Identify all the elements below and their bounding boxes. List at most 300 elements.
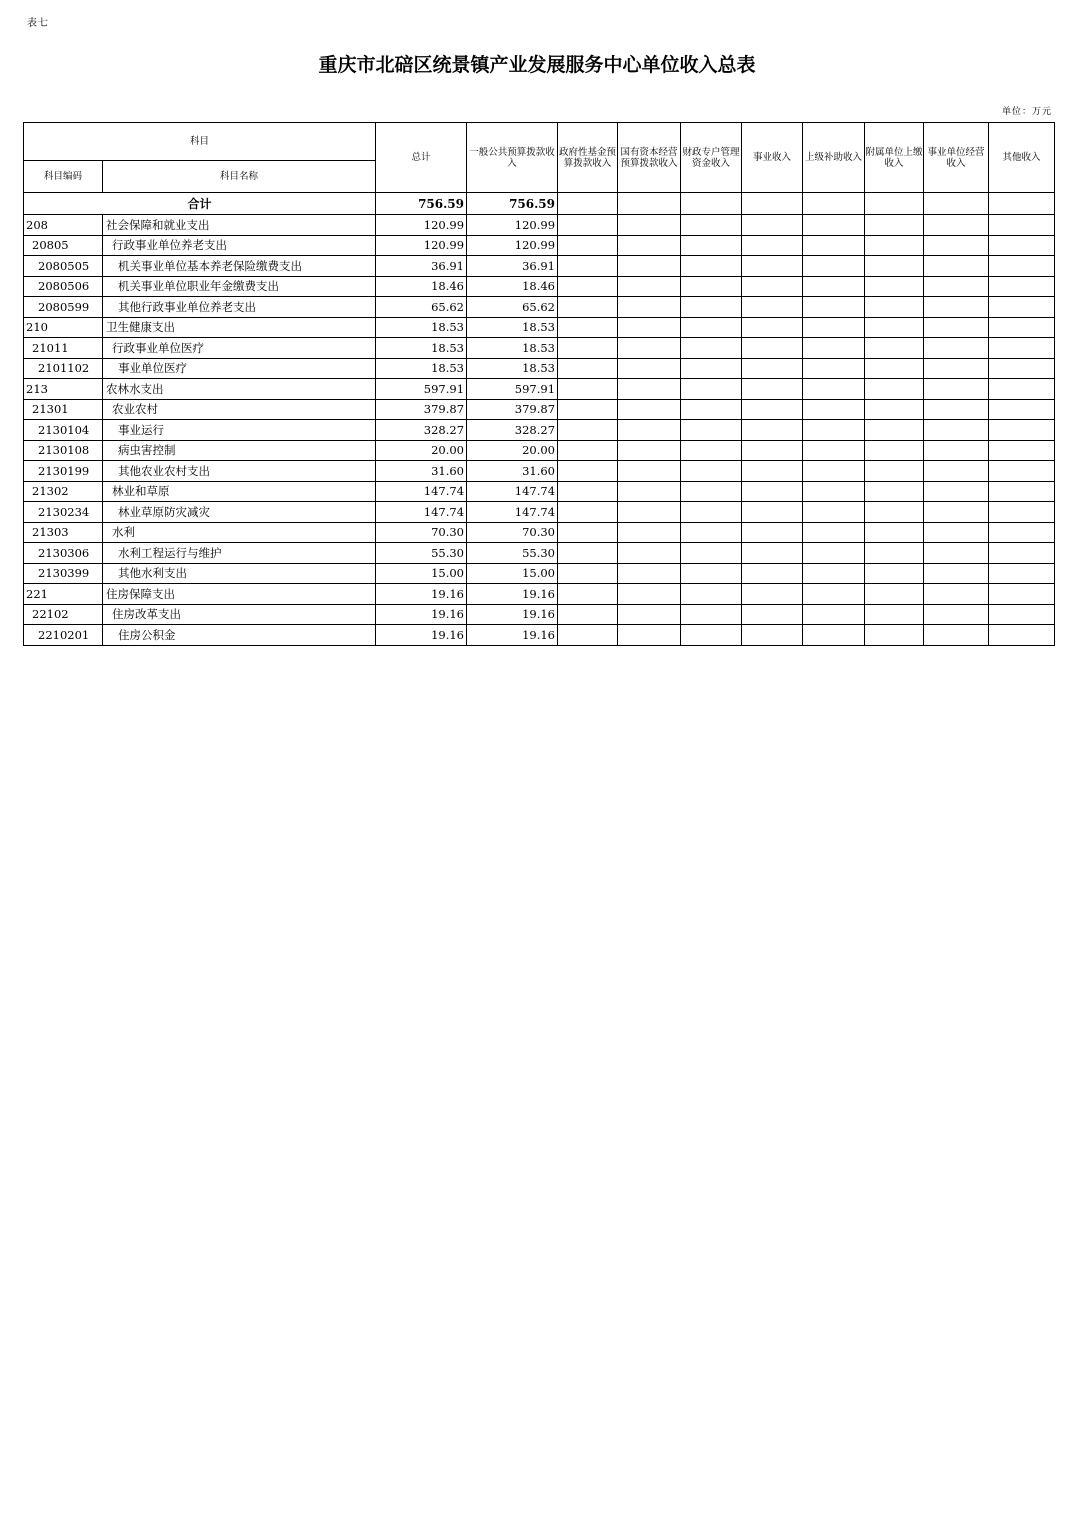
empty-cell: [924, 502, 989, 523]
empty-cell: [803, 543, 865, 564]
subject-code: 2080506: [24, 276, 103, 297]
empty-cell: [865, 440, 924, 461]
empty-cell: [742, 256, 803, 277]
empty-cell: [558, 215, 618, 236]
table-number: 表七: [27, 18, 49, 29]
empty-cell: [681, 584, 742, 605]
empty-cell: [924, 584, 989, 605]
subject-code: 2130199: [24, 461, 103, 482]
empty-cell: [681, 358, 742, 379]
col-header-special-account: 财政专户管理资金收入: [681, 123, 742, 193]
empty-cell: [989, 440, 1055, 461]
empty-cell: [681, 461, 742, 482]
empty-cell: [681, 256, 742, 277]
empty-cell: [558, 379, 618, 400]
row-general-budget: 65.62: [467, 297, 558, 318]
empty-cell: [803, 604, 865, 625]
table-row: [24, 502, 1055, 523]
empty-cell: [803, 502, 865, 523]
empty-cell: [681, 481, 742, 502]
empty-cell: [742, 235, 803, 256]
empty-cell: [989, 461, 1055, 482]
empty-cell: [558, 461, 618, 482]
row-total: 18.46: [376, 276, 467, 297]
empty-cell: [558, 317, 618, 338]
empty-cell: [803, 235, 865, 256]
row-total: 147.74: [376, 481, 467, 502]
empty-cell: [865, 338, 924, 359]
table-row: [24, 604, 1055, 625]
empty-cell: [924, 563, 989, 584]
empty-cell: [803, 584, 865, 605]
empty-cell: [803, 256, 865, 277]
col-header-business-income: 事业收入: [742, 123, 803, 193]
empty-cell: [742, 317, 803, 338]
row-general-budget: 18.53: [467, 358, 558, 379]
table-row: [24, 543, 1055, 564]
empty-cell: [989, 584, 1055, 605]
empty-cell: [558, 256, 618, 277]
row-total: 18.53: [376, 358, 467, 379]
empty-cell: [742, 625, 803, 646]
empty-cell: [618, 440, 681, 461]
subject-code: 2130399: [24, 563, 103, 584]
empty-cell: [681, 522, 742, 543]
empty-cell: [803, 317, 865, 338]
row-general-budget: 379.87: [467, 399, 558, 420]
row-general-budget: 120.99: [467, 215, 558, 236]
empty-cell: [558, 276, 618, 297]
empty-cell: [989, 215, 1055, 236]
empty-cell: [681, 563, 742, 584]
row-total: 120.99: [376, 235, 467, 256]
empty-cell: [558, 584, 618, 605]
col-header-superior-subsidy: 上级补助收入: [803, 123, 865, 193]
empty-cell: [681, 604, 742, 625]
empty-cell: [618, 338, 681, 359]
subject-name: 水利: [103, 522, 376, 543]
empty-cell: [989, 317, 1055, 338]
subject-code: 210: [24, 317, 103, 338]
empty-cell: [742, 358, 803, 379]
empty-cell: [924, 215, 989, 236]
empty-cell: [924, 193, 989, 215]
subject-name: 其他行政事业单位养老支出: [103, 297, 376, 318]
subject-name: 事业单位医疗: [103, 358, 376, 379]
empty-cell: [924, 256, 989, 277]
empty-cell: [742, 604, 803, 625]
row-general-budget: 19.16: [467, 584, 558, 605]
empty-cell: [558, 625, 618, 646]
subject-name: 林业和草原: [103, 481, 376, 502]
empty-cell: [618, 584, 681, 605]
empty-cell: [681, 399, 742, 420]
empty-cell: [803, 379, 865, 400]
subject-name: 水利工程运行与维护: [103, 543, 376, 564]
subject-code: 2130306: [24, 543, 103, 564]
row-total: 15.00: [376, 563, 467, 584]
page-title: 重庆市北碚区统景镇产业发展服务中心单位收入总表: [318, 54, 756, 76]
subject-code: 21011: [24, 338, 103, 359]
row-general-budget: 19.16: [467, 625, 558, 646]
empty-cell: [989, 276, 1055, 297]
col-header-state-capital: 国有资本经营预算拨款收入: [618, 123, 681, 193]
empty-cell: [924, 522, 989, 543]
empty-cell: [865, 256, 924, 277]
subject-code: 22102: [24, 604, 103, 625]
empty-cell: [865, 297, 924, 318]
empty-cell: [681, 543, 742, 564]
empty-cell: [618, 193, 681, 215]
empty-cell: [924, 481, 989, 502]
empty-cell: [924, 235, 989, 256]
empty-cell: [558, 338, 618, 359]
empty-cell: [558, 399, 618, 420]
row-general-budget: 70.30: [467, 522, 558, 543]
empty-cell: [865, 379, 924, 400]
row-general-budget: 147.74: [467, 481, 558, 502]
empty-cell: [618, 604, 681, 625]
empty-cell: [742, 543, 803, 564]
row-general-budget: 20.00: [467, 440, 558, 461]
empty-cell: [989, 420, 1055, 441]
empty-cell: [558, 522, 618, 543]
row-total: 120.99: [376, 215, 467, 236]
empty-cell: [989, 543, 1055, 564]
empty-cell: [924, 461, 989, 482]
row-general-budget: 147.74: [467, 502, 558, 523]
empty-cell: [558, 420, 618, 441]
empty-cell: [618, 543, 681, 564]
empty-cell: [865, 563, 924, 584]
table-row: [24, 440, 1055, 461]
empty-cell: [618, 235, 681, 256]
empty-cell: [865, 420, 924, 441]
empty-cell: [924, 399, 989, 420]
empty-cell: [681, 440, 742, 461]
empty-cell: [681, 193, 742, 215]
table-row: [24, 215, 1055, 236]
empty-cell: [803, 440, 865, 461]
row-general-budget: 19.16: [467, 604, 558, 625]
table-row: [24, 256, 1055, 277]
table-row: [24, 399, 1055, 420]
empty-cell: [618, 276, 681, 297]
empty-cell: [865, 604, 924, 625]
subject-name: 住房改革支出: [103, 604, 376, 625]
code-header: 科目编码: [24, 161, 103, 193]
total-general-amount: 756.59: [467, 193, 558, 215]
empty-cell: [865, 461, 924, 482]
subject-code: 2130234: [24, 502, 103, 523]
row-general-budget: 55.30: [467, 543, 558, 564]
empty-cell: [681, 420, 742, 441]
empty-cell: [742, 584, 803, 605]
empty-cell: [924, 338, 989, 359]
row-total: 597.91: [376, 379, 467, 400]
row-general-budget: 328.27: [467, 420, 558, 441]
empty-cell: [803, 193, 865, 215]
empty-cell: [803, 338, 865, 359]
empty-cell: [742, 420, 803, 441]
empty-cell: [558, 193, 618, 215]
empty-cell: [924, 604, 989, 625]
row-total: 18.53: [376, 338, 467, 359]
empty-cell: [558, 358, 618, 379]
subject-code: 213: [24, 379, 103, 400]
empty-cell: [558, 563, 618, 584]
empty-cell: [989, 481, 1055, 502]
empty-cell: [803, 625, 865, 646]
row-general-budget: 18.53: [467, 338, 558, 359]
empty-cell: [618, 522, 681, 543]
subject-name: 卫生健康支出: [103, 317, 376, 338]
subject-name: 机关事业单位职业年金缴费支出: [103, 276, 376, 297]
empty-cell: [803, 481, 865, 502]
empty-cell: [803, 276, 865, 297]
empty-cell: [681, 235, 742, 256]
row-general-budget: 36.91: [467, 256, 558, 277]
subject-code: 221: [24, 584, 103, 605]
subject-code: 21301: [24, 399, 103, 420]
subject-code: 2130108: [24, 440, 103, 461]
subject-code: 2080505: [24, 256, 103, 277]
table-row: [24, 563, 1055, 584]
empty-cell: [865, 502, 924, 523]
col-header-operating-income: 事业单位经营收入: [924, 123, 989, 193]
subject-name: 行政事业单位养老支出: [103, 235, 376, 256]
empty-cell: [865, 584, 924, 605]
empty-cell: [803, 358, 865, 379]
empty-cell: [865, 235, 924, 256]
row-total: 328.27: [376, 420, 467, 441]
row-general-budget: 120.99: [467, 235, 558, 256]
empty-cell: [989, 502, 1055, 523]
total-amount: 756.59: [376, 193, 467, 215]
subject-name: 其他农业农村支出: [103, 461, 376, 482]
table-row: [24, 461, 1055, 482]
empty-cell: [803, 399, 865, 420]
empty-cell: [742, 193, 803, 215]
subject-code: 21303: [24, 522, 103, 543]
empty-cell: [742, 297, 803, 318]
empty-cell: [924, 440, 989, 461]
subject-name: 其他水利支出: [103, 563, 376, 584]
subject-name: 病虫害控制: [103, 440, 376, 461]
empty-cell: [803, 215, 865, 236]
empty-cell: [924, 317, 989, 338]
empty-cell: [865, 522, 924, 543]
table-row: [24, 522, 1055, 543]
subject-code: 20805: [24, 235, 103, 256]
row-total: 19.16: [376, 625, 467, 646]
subject-code: 2080599: [24, 297, 103, 318]
row-total: 19.16: [376, 584, 467, 605]
empty-cell: [924, 379, 989, 400]
row-total: 65.62: [376, 297, 467, 318]
col-header-affiliated-unit: 附属单位上缴收入: [865, 123, 924, 193]
empty-cell: [989, 399, 1055, 420]
empty-cell: [989, 522, 1055, 543]
empty-cell: [742, 481, 803, 502]
empty-cell: [865, 399, 924, 420]
empty-cell: [924, 543, 989, 564]
empty-cell: [989, 604, 1055, 625]
empty-cell: [989, 358, 1055, 379]
empty-cell: [742, 399, 803, 420]
empty-cell: [742, 522, 803, 543]
empty-cell: [681, 215, 742, 236]
empty-cell: [618, 215, 681, 236]
empty-cell: [558, 604, 618, 625]
empty-cell: [618, 297, 681, 318]
empty-cell: [558, 543, 618, 564]
subject-name: 农林水支出: [103, 379, 376, 400]
row-total: 55.30: [376, 543, 467, 564]
empty-cell: [618, 502, 681, 523]
row-total: 20.00: [376, 440, 467, 461]
empty-cell: [803, 522, 865, 543]
row-general-budget: 597.91: [467, 379, 558, 400]
empty-cell: [681, 625, 742, 646]
col-header-gov-fund: 政府性基金预算拨款收入: [558, 123, 618, 193]
empty-cell: [742, 502, 803, 523]
empty-cell: [924, 358, 989, 379]
empty-cell: [558, 481, 618, 502]
empty-cell: [742, 338, 803, 359]
subject-code: 2130104: [24, 420, 103, 441]
subject-name: 住房公积金: [103, 625, 376, 646]
empty-cell: [618, 399, 681, 420]
table-row: [24, 584, 1055, 605]
name-header: 科目名称: [103, 161, 376, 193]
subject-name: 事业运行: [103, 420, 376, 441]
table-row: [24, 297, 1055, 318]
total-row: [24, 193, 1055, 215]
income-summary-table: [23, 122, 1055, 646]
empty-cell: [618, 461, 681, 482]
empty-cell: [803, 563, 865, 584]
empty-cell: [803, 297, 865, 318]
col-header-general-budget: 一般公共预算拨款收入: [467, 123, 558, 193]
row-total: 31.60: [376, 461, 467, 482]
row-total: 379.87: [376, 399, 467, 420]
empty-cell: [865, 625, 924, 646]
row-total: 70.30: [376, 522, 467, 543]
empty-cell: [618, 625, 681, 646]
empty-cell: [865, 317, 924, 338]
empty-cell: [681, 379, 742, 400]
table-row: [24, 235, 1055, 256]
empty-cell: [924, 297, 989, 318]
subject-header: 科目: [24, 123, 376, 161]
empty-cell: [989, 235, 1055, 256]
empty-cell: [865, 276, 924, 297]
empty-cell: [989, 563, 1055, 584]
empty-cell: [865, 358, 924, 379]
empty-cell: [618, 358, 681, 379]
empty-cell: [618, 481, 681, 502]
total-label: 合计: [24, 193, 376, 215]
empty-cell: [681, 297, 742, 318]
empty-cell: [989, 338, 1055, 359]
table-row: [24, 276, 1055, 297]
row-total: 36.91: [376, 256, 467, 277]
table-row: [24, 420, 1055, 441]
subject-code: 2101102: [24, 358, 103, 379]
empty-cell: [681, 317, 742, 338]
empty-cell: [558, 235, 618, 256]
subject-name: 社会保障和就业支出: [103, 215, 376, 236]
empty-cell: [865, 193, 924, 215]
row-total: 147.74: [376, 502, 467, 523]
empty-cell: [558, 440, 618, 461]
unit-label: 单位：万元: [1001, 107, 1052, 117]
empty-cell: [742, 215, 803, 236]
empty-cell: [618, 420, 681, 441]
row-general-budget: 15.00: [467, 563, 558, 584]
empty-cell: [989, 625, 1055, 646]
empty-cell: [618, 256, 681, 277]
table-row: [24, 338, 1055, 359]
empty-cell: [989, 193, 1055, 215]
row-total: 19.16: [376, 604, 467, 625]
total-header: 总计: [376, 123, 467, 193]
empty-cell: [865, 543, 924, 564]
empty-cell: [618, 563, 681, 584]
empty-cell: [989, 297, 1055, 318]
empty-cell: [924, 276, 989, 297]
subject-name: 住房保障支出: [103, 584, 376, 605]
table-row: [24, 358, 1055, 379]
table-row: [24, 317, 1055, 338]
table-row: [24, 481, 1055, 502]
row-general-budget: 18.46: [467, 276, 558, 297]
row-general-budget: 18.53: [467, 317, 558, 338]
table-row: [24, 625, 1055, 646]
row-total: 18.53: [376, 317, 467, 338]
subject-name: 行政事业单位医疗: [103, 338, 376, 359]
empty-cell: [924, 625, 989, 646]
empty-cell: [803, 461, 865, 482]
empty-cell: [681, 276, 742, 297]
empty-cell: [742, 461, 803, 482]
empty-cell: [558, 297, 618, 318]
subject-name: 农业农村: [103, 399, 376, 420]
subject-name: 机关事业单位基本养老保险缴费支出: [103, 256, 376, 277]
empty-cell: [742, 276, 803, 297]
empty-cell: [618, 379, 681, 400]
col-header-other-income: 其他收入: [989, 123, 1055, 193]
empty-cell: [618, 317, 681, 338]
empty-cell: [865, 481, 924, 502]
empty-cell: [681, 502, 742, 523]
empty-cell: [742, 379, 803, 400]
empty-cell: [681, 338, 742, 359]
empty-cell: [742, 563, 803, 584]
subject-code: 208: [24, 215, 103, 236]
row-general-budget: 31.60: [467, 461, 558, 482]
empty-cell: [558, 502, 618, 523]
empty-cell: [989, 379, 1055, 400]
empty-cell: [803, 420, 865, 441]
empty-cell: [742, 440, 803, 461]
subject-code: 21302: [24, 481, 103, 502]
empty-cell: [865, 215, 924, 236]
empty-cell: [989, 256, 1055, 277]
table-row: [24, 379, 1055, 400]
empty-cell: [924, 420, 989, 441]
